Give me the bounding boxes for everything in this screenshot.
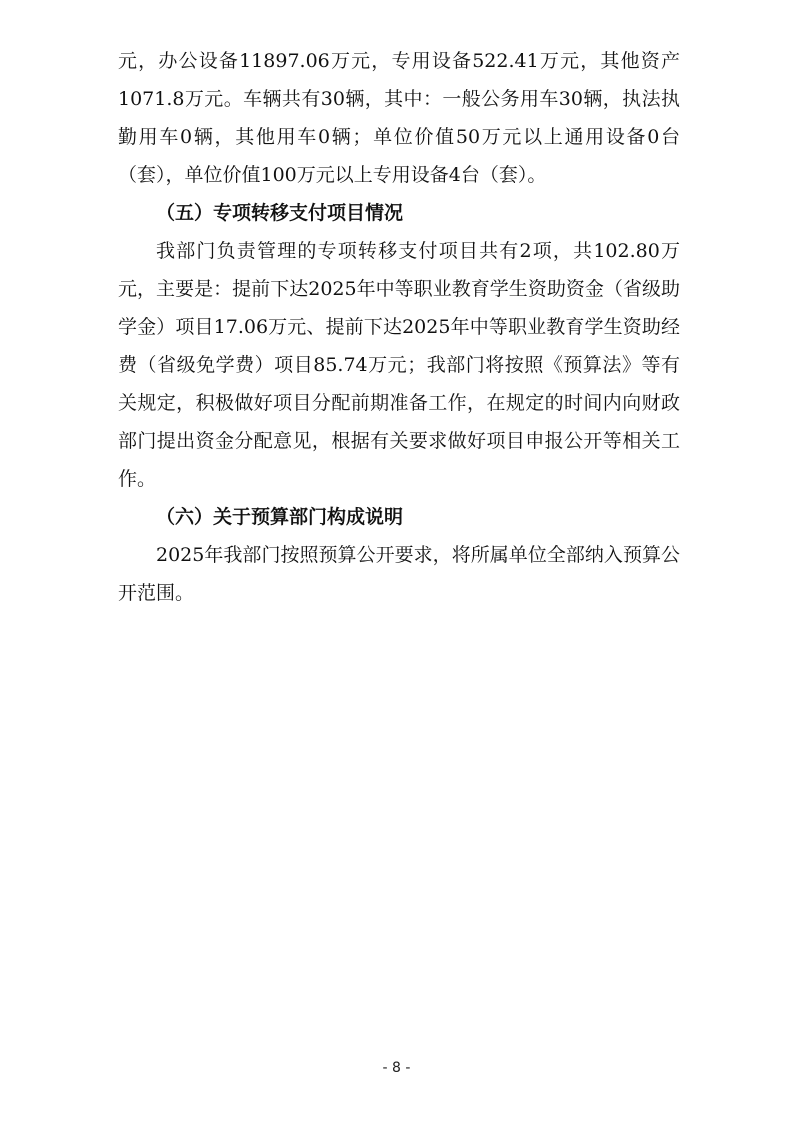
paragraph-department-composition: 2025年我部门按照预算公开要求，将所属单位全部纳入预算公开范围。	[118, 544, 680, 604]
section-heading-special-transfer: （五）专项转移支付项目情况	[156, 202, 404, 224]
paragraph-asset-details: 元，办公设备11897.06万元，专用设备522.41万元，其他资产1071.8万元。车辆共有30辆，其中：一般公务用车30辆，执法执勤用车0辆，其他用车0辆；单位价值50万元以上通用设备0台（套），单位价值100万元以上专用设备4台（套）。	[118, 50, 680, 186]
section-heading-department-composition: （六）关于预算部门构成说明	[156, 506, 404, 528]
page-number: - 8 -	[382, 1060, 411, 1076]
paragraph-special-transfer: 我部门负责管理的专项转移支付项目共有2项，共102.80万元，主要是：提前下达2025年中等职业教育学生资助资金（省级助学金）项目17.06万元、提前下达2025年中等职业教育学生资助经费（省级免学费）项目85.74万元；我部门将按照《预算法》等有关规定，积极做好项目分配前期准备工作，在规定的时间内向财政部门提出资金分配意见，根据有关要求做好项目申报公开等相关工作。	[118, 240, 680, 490]
page-content	[118, 42, 680, 612]
